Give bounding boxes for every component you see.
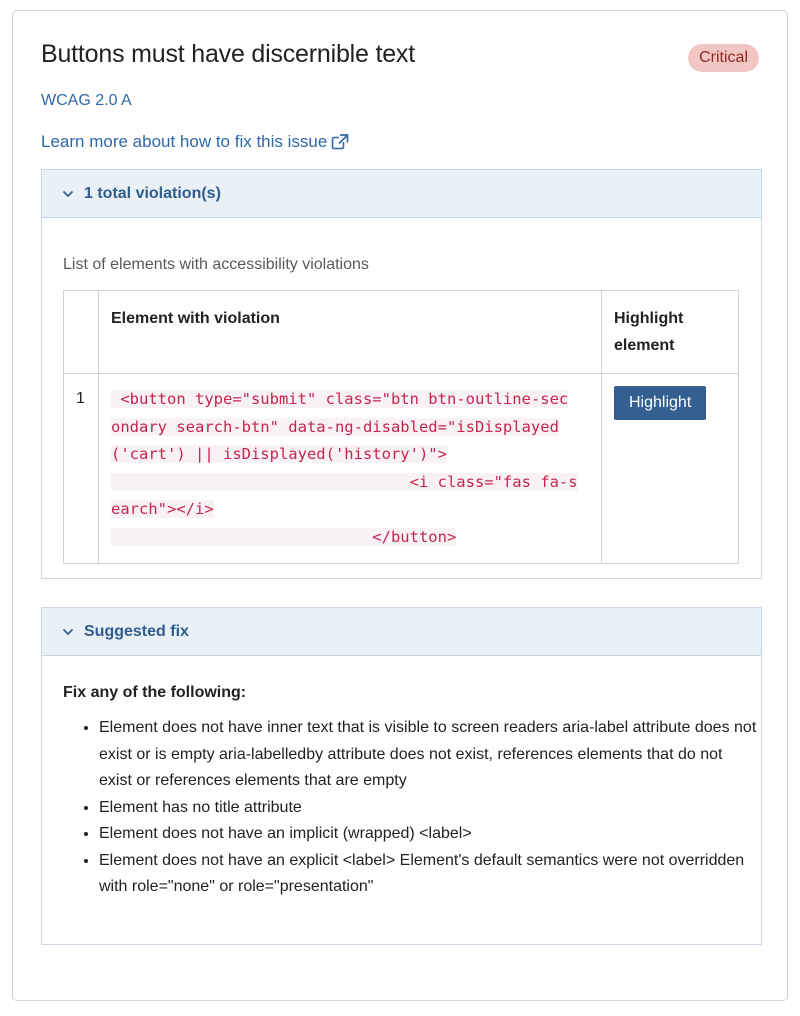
element-code-cell	[99, 374, 602, 564]
learn-more-link[interactable]	[41, 132, 349, 152]
list-item: • Element has no title attribute	[99, 795, 759, 822]
severity-badge: Critical	[688, 44, 759, 72]
highlight-header	[602, 291, 739, 374]
learn-more-label: Learn more about how to fix this issue	[41, 132, 328, 151]
element-header: Element with violation	[99, 291, 602, 374]
violations-panel	[41, 169, 762, 579]
issue-card	[12, 10, 788, 1001]
list-item: • Element does not have an explicit <label> Element's default semantics were not overridden with role="none" or role="presentation"	[99, 848, 759, 901]
highlight-header-line2: element	[614, 337, 675, 354]
list-item: • Element does not have inner text that is visible to screen readers aria-label attribute does not exist or is empty aria-labelledby attribute does not exist, references elements that do not exist or references elements that are empty	[99, 715, 759, 795]
wcag-level: WCAG 2.0 A	[41, 92, 132, 109]
highlight-button[interactable]: Highlight	[614, 386, 706, 420]
index-header	[64, 291, 99, 374]
violations-panel-toggle[interactable]	[42, 170, 761, 218]
row-index: 1	[64, 374, 99, 564]
chevron-down-icon	[62, 628, 74, 636]
violations-count: 1 total violation(s)	[84, 184, 221, 202]
fix-title: Fix any of the following:	[63, 684, 247, 701]
highlight-header-line1: Highlight	[614, 310, 684, 327]
suggested-fix-label: Suggested fix	[84, 622, 189, 640]
code-line: <button type="submit" class="btn btn-outline-sec	[111, 390, 569, 408]
list-item: • Element does not have an implicit (wrapped) <label>	[99, 821, 759, 848]
code-line: <i class="fas fa-s	[111, 472, 578, 491]
element-code	[111, 386, 589, 551]
rule-title: Buttons must have discernible text	[41, 40, 415, 68]
highlight-cell	[602, 374, 739, 564]
suggested-fix-panel	[41, 607, 762, 945]
code-line: </button>	[111, 527, 457, 546]
table-row	[64, 374, 739, 564]
violations-caption: List of elements with accessibility violations	[63, 256, 369, 273]
suggested-fix-toggle[interactable]	[42, 608, 761, 656]
violations-table	[63, 290, 739, 564]
code-line: earch"></i>	[111, 500, 214, 518]
code-line: ondary search-btn" data-ng-disabled="isDisplayed	[111, 417, 559, 436]
fix-list	[63, 715, 759, 901]
external-link-icon	[331, 134, 349, 150]
chevron-down-icon	[62, 190, 74, 198]
code-line: ('cart') || isDisplayed('history')">	[111, 445, 447, 463]
